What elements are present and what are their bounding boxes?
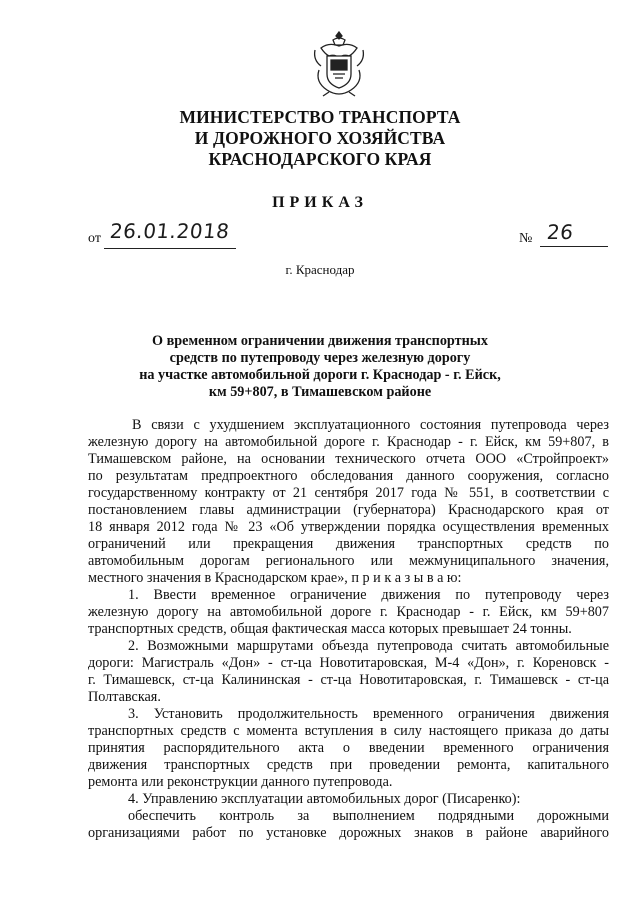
order-subject: [0, 333, 640, 401]
handwritten-date: 26.01.2018: [108, 219, 231, 243]
handwritten-number: 26: [545, 220, 575, 244]
item-1-line: железную дорогу на автомобильной дороге г. Краснодар - г. Ейск, км 59+807: [88, 604, 609, 620]
date-prefix: от: [88, 231, 101, 246]
order-body: [88, 417, 609, 842]
item-4-line: организациями работ по установке дорожных знаков в районе аварийного: [88, 825, 609, 841]
body-line: местного значения в Краснодарском крае», п р и к а з ы в а ю:: [88, 570, 462, 586]
item-3-line: 3. Установить продолжительность временного ограничения движения: [128, 706, 609, 722]
item-1-line: транспортных средств, общая фактическая масса которых превышает 24 тонны.: [88, 621, 572, 637]
body-line: государственному контракту от 21 сентября 2017 года № 551, в соответствии с: [88, 485, 609, 501]
body-line: В связи с ухудшением эксплуатационного состояния путепровода через: [132, 417, 609, 433]
date-underline: [104, 248, 236, 249]
number-underline: [540, 246, 608, 247]
ministry-line-1: МИНИСТЕРСТВО ТРАНСПОРТА: [179, 107, 461, 127]
item-4-line: 4. Управлению эксплуатации автомобильных дорог (Писаренко):: [128, 791, 521, 807]
item-2-line: г. Тимашевск, ст-ца Калининская - ст-ца Новотитаровская, г. Тимашевск - ст-ца: [88, 672, 609, 688]
body-line: по результатам предпроектного обследования данного сооружения, согласно: [88, 468, 609, 484]
item-3-line: транспортных средств с момента вступления в силу настоящего приказа до даты: [88, 723, 609, 739]
item-3-line: принятия распорядительного акта о введении временного ограничения: [88, 740, 609, 756]
body-line: автомобильным дорогам регионального или межмуниципального значения,: [88, 553, 609, 569]
subject-line: О временном ограничении движения транспортных: [152, 333, 488, 349]
item-3-line: движения транспортных средств при проведении ремонта, капитального: [88, 757, 609, 773]
item-1-line: 1. Ввести временное ограничение движения по путепроводу через: [128, 587, 609, 603]
item-2-line: дороги: Магистраль «Дон» - ст-ца Новотитаровская, М-4 «Дон», г. Кореновск -: [88, 655, 609, 671]
body-line: 18 января 2012 года № 23 «Об утверждении порядка осуществления временных: [88, 519, 609, 535]
subject-line: средств по путепроводу через железную дорогу: [169, 350, 471, 366]
body-line: ограничений или прекращения движения транспортных средств по: [88, 536, 609, 552]
subject-line: км 59+807, в Тимашевском районе: [208, 384, 432, 400]
ministry-line-3: КРАСНОДАРСКОГО КРАЯ: [208, 149, 432, 169]
item-3-line: ремонта или реконструкции данного путепровода.: [88, 774, 393, 790]
number-prefix: №: [519, 231, 533, 246]
item-2-line: Полтавская.: [88, 689, 161, 705]
city: г. Краснодар: [285, 262, 355, 277]
item-2-line: 2. Возможными маршрутами объезда путепровода считать автомобильные: [128, 638, 609, 654]
body-line: железную дорогу на автомобильной дороге г. Краснодар - г. Ейск, км 59+807, в: [88, 434, 609, 450]
document-type: ПРИКАЗ: [272, 194, 368, 211]
body-line: постановлением главы администрации (губернатора) Краснодарского края от: [88, 502, 609, 518]
item-4-line: обеспечить контроль за выполнением подрядными дорожными: [128, 808, 609, 824]
coat-of-arms-emblem: [311, 30, 367, 98]
subject-line: на участке автомобильной дороги г. Краснодар - г. Ейск,: [139, 367, 501, 383]
ministry-line-2: И ДОРОЖНОГО ХОЗЯЙСТВА: [194, 128, 446, 148]
body-line: Тимашевском районе, на основании технического отчета ООО «Стройпроект»: [88, 451, 609, 467]
ministry-name: [0, 107, 640, 170]
